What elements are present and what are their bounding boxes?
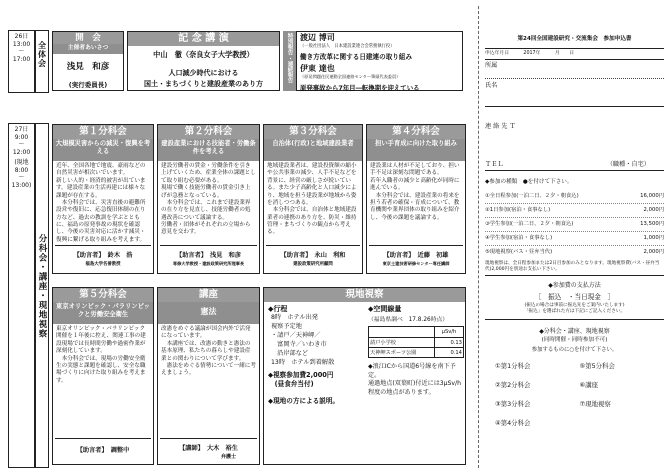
form-panel	[478, 6, 664, 468]
session-3-advisor-aff: 建設政策研究所顧問	[293, 262, 333, 267]
day2-label-cell	[35, 123, 49, 468]
special-p2-name: 伊東 達也	[300, 64, 335, 73]
tour-fee: ◆視察参加費2,000円 (昼食弁当付)	[268, 370, 334, 389]
session-4-advisor-name: 近藤 初雄	[417, 252, 449, 259]
fee-item[interactable]	[485, 190, 664, 204]
session-4-subtitle: 担い手育成に向けた取り組み	[367, 139, 465, 161]
form-date-line	[485, 59, 664, 60]
day2-end: 12:00	[12, 148, 31, 156]
day1-start: 13:00	[12, 40, 31, 48]
fee-item-price: 2,000円	[643, 206, 664, 213]
tour-rad-title: ◆空間線量	[368, 305, 402, 313]
radiation-table	[368, 326, 464, 358]
selection-option[interactable]: ②第2分科会	[495, 380, 531, 389]
radiation-value: 0.14	[435, 348, 464, 358]
session-4-advisor	[367, 250, 465, 259]
keynote-title: 記 念 講 演	[128, 32, 279, 46]
tour-rad-note: ◆浪江ICから国道6号線を南下予定。 通過地点(双葉町)付近には3μSv/h程度の地点があります。	[368, 363, 461, 396]
form-month: 月	[554, 51, 560, 56]
session-2-subtitle: 建設産業における技能者・労働条件を考える	[158, 139, 259, 161]
lecture-speaker	[158, 443, 259, 452]
form-tel-label: ＴＥＬ	[485, 161, 504, 169]
keynote-box	[127, 31, 280, 91]
day1-label-cell	[35, 30, 49, 93]
radiation-row	[369, 348, 464, 358]
tour-title: 現地視察	[264, 288, 465, 302]
selection-option[interactable]: ⑥講座	[579, 380, 599, 389]
form-role-label: （職種・自宅）	[606, 161, 650, 169]
form-org-line	[485, 78, 664, 79]
lecture-speaker-role: 【講師】	[179, 445, 201, 452]
session-3-advisor	[264, 250, 362, 259]
tour-box	[263, 287, 466, 465]
keynote-talk-line2: 国土・まちづくりと建設産業のあり方	[144, 80, 263, 88]
pay-method[interactable]: ［ 振込 ・当日現金 ］	[534, 292, 615, 301]
radiation-place: 請戸小学校	[369, 338, 435, 348]
lecture-speaker-aff: 弁護士	[220, 454, 236, 460]
session-5-advisor	[53, 445, 153, 454]
fee-item-label: ③学生参加(一泊二日、２夕・朝食込)	[485, 220, 574, 227]
session-2-title: 第２分科会	[158, 125, 259, 139]
lecture-speaker-name: 大木 裕生	[206, 445, 238, 452]
session-4-advisor-role: 【助言者】	[383, 252, 412, 259]
form-tel-row	[485, 161, 664, 171]
selection-option[interactable]: ⑦現地視察	[579, 399, 611, 408]
day2-end3: 13:00)	[11, 181, 32, 189]
session-3-body: 地域建設業者は、建設投資額の縮小や公共事業の減少、人手不足などを背景に、経営の厳しさが続いている。また少子高齢化と人口減少により、地域を担う建設業が地域から姿を消しつつある。 本分科会では、自治体と地域建設業者の連携のあり方を、防災・維持管理・まちづくりの観点から考える。	[267, 163, 357, 236]
day2-end2: 8:00	[14, 166, 29, 174]
session-4-advisor-aff: 東京土建技術研修センター専任講師	[382, 261, 450, 266]
session-4-body: 建設業は人材が不足しており、担い手不足は深刻な問題である。 若年入職者の減少と高齢化が同時に進んでいる。 本分科会では、建設産業の将来を担う若者の確保・育成について、教育機関や業界団体の取り組みを紹介し、今後の課題を議論する。	[370, 163, 460, 221]
fee-item[interactable]	[485, 232, 664, 246]
selection-option[interactable]: ③第3分科会	[495, 399, 531, 408]
tour-itin-title: ◆行程	[268, 305, 288, 313]
lecture-divider	[160, 438, 257, 439]
form-name-label: 氏名	[485, 82, 498, 90]
fee-item[interactable]	[485, 246, 664, 259]
fee-item-label: ①全日程参加(一泊二日、２夕・朝食込)	[485, 192, 579, 199]
form-date-label: 申込年月日	[485, 51, 509, 56]
opening-box	[52, 31, 124, 91]
form-name-line	[485, 106, 664, 107]
form-org-label: 所属	[485, 62, 498, 70]
tour-right	[368, 304, 464, 397]
special-p2-title: 原発事故から7年目―転換期を迎えている	[300, 84, 420, 92]
day2-note: (現地	[14, 159, 29, 166]
day1-date: 26日	[14, 33, 29, 40]
day2-date: 27日	[14, 126, 29, 133]
opening-title: 開 会	[53, 32, 123, 44]
fee-item-price: 1,000円	[643, 234, 664, 241]
session-5-box	[52, 287, 154, 465]
session-5-subtitle: 東京オリンピック・パラリンピックと労働安全衛生	[53, 302, 153, 324]
fee-item-label: ④学生参加(宿泊・食事なし)	[485, 234, 553, 241]
pay-title: ◆参加費の支払方法	[548, 281, 601, 289]
lecture-box	[157, 287, 260, 465]
session-4-title: 第４分科会	[367, 125, 465, 139]
session-5-body: 東京オリンピック・パラリンピック開催を１年後に控え、関連工事の建設現場では長時間労働や過密作業が深刻化しています。 本分科会では、現場の労働安全衛生の実態と課題を確認し、安全な職場づくりに向けた取り組みを考えます。	[56, 326, 146, 384]
opening-subtitle: 主催者あいさつ	[53, 44, 123, 54]
form-title: 第24回全国建設研究・交流集会 参加申込書	[517, 36, 632, 42]
special-label-cell	[283, 31, 296, 91]
day2-start: 9:00	[14, 133, 29, 141]
session-5-divider	[55, 438, 151, 439]
selection-title: ◆分科会・講座、現地視察	[539, 327, 610, 335]
session-3-subtitle: 自治体(行政)と地域建設業者	[264, 139, 362, 161]
day1-tilde: 〜	[18, 48, 25, 55]
form-contact-label: 連 絡 先 Ｔ	[485, 123, 516, 131]
fee-item-price: 13,500円	[640, 220, 664, 227]
opening-name: 浅見 和彦	[66, 61, 110, 72]
session-3-advisor-name: 永山 利和	[314, 252, 346, 259]
day2-tilde2: 〜	[18, 174, 25, 181]
selection-grid	[485, 361, 664, 427]
session-5-advisor-role: 【助言者】	[76, 447, 105, 454]
session-1-advisor	[53, 250, 153, 259]
session-3-advisor-role: 【助言者】	[280, 252, 309, 259]
special-p1-title: 働き方改革に関する日建連の取り組み	[300, 53, 413, 61]
selection-hint: 参加するものに○を付けて下さい。	[531, 346, 618, 353]
keynote-talk-line1: 人口減少時代における	[168, 69, 239, 77]
tour-left	[268, 304, 366, 405]
session-3-divider	[266, 245, 360, 246]
special-p2-org: （原発問題住民運動全国連絡センター筆頭代表委員）	[300, 74, 401, 79]
day2-tilde: 〜	[18, 141, 25, 148]
lecture-body: 改憲をめぐる議論が国会内外で活発になっています。 本講座では、改憲の動きと憲法の基本原理、私たちの暮らしや建設産業との関わりについて学びます。 憲法をめぐる情勢について一緒に考えましょう。	[161, 326, 256, 377]
day1-time-cell	[8, 30, 35, 93]
day1-label: 全体会	[37, 41, 47, 68]
fee-note: 現地視察は、全日程参加または2日目参加のみとなります。現地視察費(バス・昼弁当代)2,000円を別途お支払い下さい。	[485, 261, 664, 276]
special-box	[296, 31, 463, 91]
session-5-title: 第５分科会	[53, 288, 153, 302]
selection-option[interactable]: ⑤第5分科会	[579, 361, 615, 370]
session-2-divider	[160, 245, 257, 246]
fee-item-price: 2,000円	[643, 248, 664, 255]
fee-item-label: ⑤現地視察(バス・昼弁当代)	[485, 248, 553, 255]
fee-item[interactable]	[485, 204, 664, 218]
fee-list	[485, 190, 664, 259]
lecture-subtitle: 憲法	[158, 302, 259, 324]
fee-title: ◆参加の種類 ●を付けて下さい。	[485, 179, 573, 186]
session-2-advisor	[158, 250, 259, 259]
form-date-row	[485, 48, 664, 57]
keynote-speaker: 中山 徹（奈良女子大学教授）	[153, 50, 254, 59]
selection-option[interactable]: ④第4分科会	[495, 418, 531, 427]
radiation-place: 天神岬スポーツ公園	[369, 348, 435, 358]
tour-rad-sub: （福島県調べ 17.8.26時点）	[368, 317, 449, 323]
session-2-body: 建設労働者の賃金・労働条件を引き上げていくため、産業全体の課題として取り組む必要がある。 現場で働く技能労働者の賃金引き上げが急務となっている。 本分科会では、これまで建設業界の在り方を見直し、技能労働者の処遇改善について議論する。 労働者・団体がそれぞれの立場から意見を交わす。	[161, 163, 256, 236]
tour-note: ◆現地の方による説明。	[268, 397, 340, 405]
special-p1-name: 渡辺 博司	[300, 33, 335, 42]
tour-itinerary: 8時 ホテル出発 視察予定地 ・請戸／天神岬／ 富岡寺／いわき市 沿岸部など 13時 ホテル到着解散	[271, 314, 335, 366]
radiation-row	[369, 338, 464, 348]
session-2-advisor-aff: 専修大学教授・建設政策研究所理事長	[172, 261, 245, 266]
session-1-title: 第１分科会	[53, 125, 153, 139]
session-1-body: 近年、全国各地で地震、豪雨などの自然災害が相次いでいます。 新しい人的・経済的被害が出ています。建設産業の生活再建には様々な課題が存在する。 本分科会では、災害直後の避難所設営や復旧に、応急復旧体制の在り方など、過去の教訓を学ぶとともに、福島の原発事故の現状を確認し、今後の災害対応に活かす減災・復興に繋げる取り組みを考えます。	[56, 163, 146, 243]
session-1-subtitle: 大規模災害からの減災・復興を考える	[53, 139, 153, 161]
session-2-box	[157, 124, 260, 274]
radiation-header-unit: μSv/h	[435, 327, 464, 338]
session-1-box	[52, 124, 154, 274]
form-year: 2017年	[523, 51, 541, 56]
session-2-advisor-role: 【助言者】	[176, 252, 204, 259]
day2-label: 分科会・講座・現地視察	[37, 234, 47, 339]
special-p1-org: （一般社団法人 日本建設業連合会常務執行役）	[300, 44, 395, 49]
session-1-advisor-name: 鈴木 浩	[107, 252, 133, 259]
session-1-advisor-aff: 福島大学名誉教授	[85, 262, 121, 267]
radiation-value: 0.13	[435, 338, 464, 348]
session-3-title: 第３分科会	[264, 125, 362, 139]
special-label: 特別報告・連続報告	[286, 33, 293, 84]
radiation-table-header	[369, 327, 464, 338]
day1-end: 17:00	[12, 55, 31, 63]
pay-note: (振込の場合は事前に振込先をご案内いたします) 「振込」を選ばれた方は下記にご記入ください。	[485, 303, 664, 320]
session-2-advisor-name: 浅見 和彦	[210, 252, 241, 259]
session-5-advisor-name: 調整中	[110, 447, 130, 454]
session-4-divider	[369, 245, 463, 246]
fee-item-price: 16,000円	[640, 192, 664, 199]
session-1-divider	[55, 245, 151, 246]
radiation-header-place	[369, 327, 435, 338]
opening-role: (実行委員長)	[68, 80, 108, 89]
session-4-box	[366, 124, 466, 274]
session-1-advisor-role: 【助言者】	[73, 252, 102, 259]
session-3-box	[263, 124, 363, 274]
day2-time-cell	[8, 123, 35, 468]
form-day: 日	[569, 51, 575, 56]
selection-option[interactable]: ①第1分科会	[495, 361, 531, 370]
selection-sub: (同時開催・同時参加不可)	[541, 336, 608, 343]
fee-item[interactable]	[485, 218, 664, 232]
lecture-title: 講座	[158, 288, 259, 302]
fee-item-label: ②1日参加(宿泊・食事なし)	[485, 206, 551, 213]
